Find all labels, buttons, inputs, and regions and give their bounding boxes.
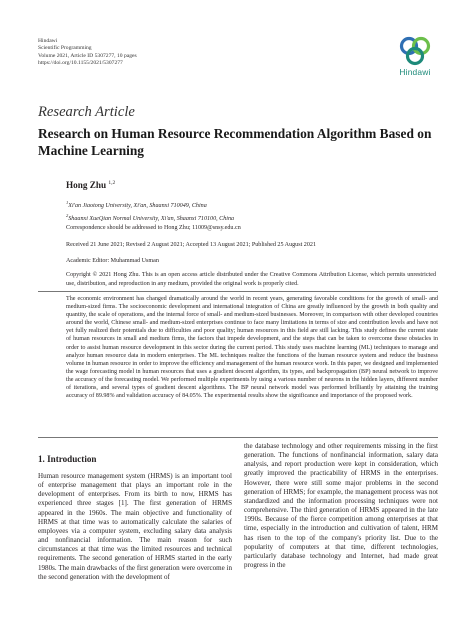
- paper-title: Research on Human Resource Recommendation Algorithm Based on Machine Learning: [38, 126, 432, 158]
- affiliation-text: Shaanxi XueQian Normal University, Xi'an, Shaanxi 710100, China: [68, 216, 235, 223]
- affiliation-mark: 2: [66, 213, 69, 219]
- divider: [38, 437, 438, 438]
- body-column-left: [38, 472, 232, 582]
- body-paragraph: the database technology and other requirements missing in the first generation. The functions of nonfinancial information, salary data analysis, and report production were kept in consideration, which greatly improved the practicability of HRMS in the enterprises. However, there were still some major problems in the second generation of HRMS; for example, the management process was not standardized and the information processing techniques were not comprehensive. The third generation of HRMS appeared in the late 1990s. Because of the fierce competition among enterprises at that time, especially in the introduction and cultivation of talent, HRM has risen to the top of the company's priority list. Due to the popularity of computers at that time, different technologies, particularly database technology and Internet, had made great progress in the: [244, 442, 438, 570]
- body-paragraph: Human resource management system (HRMS) is an important tool of enterprise management that plays an important role in the development of enterprises. From its birth to now, HRMS has experienced three stages [1]. The first generation of HRMS appeared in the 1960s. The main objective and functionality of HRMS at that time was to automatically calculate the salaries of employees via a computer system, excluding salary data analysis and nonfinancial information. The main reason for such circumstances at that time was the limited resources and technical requirements. The second generation of HRMS started in the early 1980s. The main drawbacks of the first generation were overcome in the second generation with the development of: [38, 472, 232, 581]
- author-affil-marks: 1,2: [108, 180, 116, 186]
- affiliation: [66, 211, 234, 224]
- article-type: Research Article: [38, 104, 135, 120]
- affiliation-mark: 1: [66, 200, 69, 205]
- doi-link[interactable]: https://doi.org/10.1155/2021/5307277: [38, 60, 123, 67]
- affiliation: [66, 198, 234, 211]
- section-heading: 1. Introduction: [38, 454, 97, 464]
- body-column-right: [244, 442, 438, 570]
- volume-info: Volume 2021, Article ID 5307277, 10 pages: [38, 52, 137, 59]
- affiliations: [66, 198, 234, 225]
- hindawi-logo-icon: [398, 36, 432, 66]
- journal-meta: [38, 38, 137, 68]
- copyright-notice: Copyright © 2021 Hong Zhu. This is an open access article distributed under the Creative Commons Attribution License, which permits unrestricted use, distribution, and reproduction in any medium, provided the original work is properly cited.: [66, 272, 436, 287]
- correspondence: Correspondence should be addressed to Hong Zhu; 11009@snsy.edu.cn: [66, 225, 241, 231]
- author: [66, 180, 115, 190]
- hindawi-logo-text: Hindawi: [399, 67, 431, 77]
- journal-name: Scientific Programming: [38, 45, 92, 52]
- author-name[interactable]: Hong Zhu: [66, 180, 107, 191]
- affiliation-text: Xi'an Jiaotong University, Xi'an, Shaanxi 710049, China: [68, 203, 207, 210]
- hindawi-logo: [392, 36, 438, 77]
- academic-editor: Academic Editor: Muhammad Usman: [66, 258, 159, 264]
- abstract: The economic environment has changed dramatically around the world in recent years, generating favorable conditions for the growth of small- and medium-sized firms. The socioeconomic development and international integration of China are greatly influenced by the growth in both quality and quantity, the scale of operations, and the internal force of small- and medium-sized businesses. Moreover, in comparison with other developed countries around the world, Chinese small- and medium-sized enterprises continue to face many limitations in terms of size and contribution levels and have not yet fully realized their potentials due to difficulties and poor quality; human resources in this field are still lacking. This study defines the current state of human resources in small and medium firms, the factors that impede development, and the steps that can be taken to overcome these obstacles in order to assist human resource development in this sector during the current period. This study uses machine learning (ML) techniques to manage and analyze human resource data in modern enterprises. The ML techniques realize the functions of the human resource system and reduce the business volume in human resource in order to improve the efficiency and management of the human resource work. In this paper, we designed and implemented the wage forecasting model in human resources that uses a gradient descent algorithm, its types, and backpropagation (BP) neural network to improve the accuracy of the forecasting model. We performed multiple experiments by using a various number of neurons in the hidden layers, different number of iterations, and several types of gradient descent algorithms. The BP neural network model was performed brilliantly by attaining the training accuracy of 89.98% and validation accuracy of 84.05%. The experimental results show the significance and importance of the proposed work.: [66, 296, 438, 400]
- divider: [38, 291, 438, 292]
- publisher-name: Hindawi: [38, 38, 58, 44]
- publication-dates: Received 21 June 2021; Revised 2 August 2021; Accepted 13 August 2021; Published 25 August 2021: [66, 242, 316, 248]
